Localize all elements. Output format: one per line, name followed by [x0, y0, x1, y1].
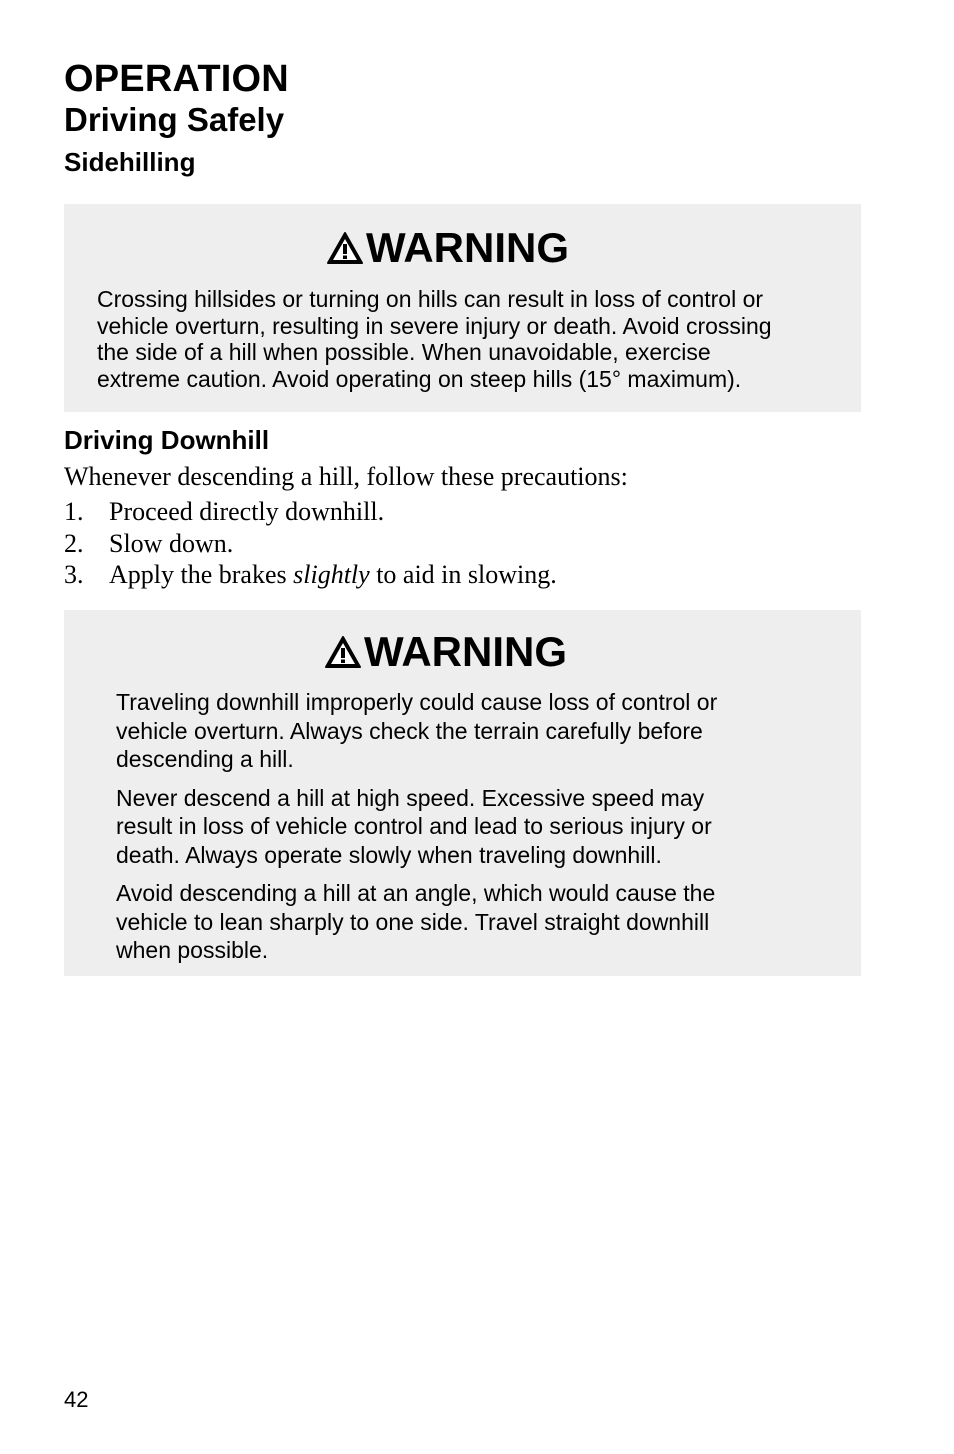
step-number: 3. — [64, 560, 84, 589]
warning-paragraph — [64, 688, 861, 774]
warning-line: vehicle overturn. Always check the terrain carefully before — [116, 717, 703, 744]
warning-line: extreme caution. Avoid operating on steep hills (15° maximum). — [97, 365, 742, 392]
sidehilling-heading: Sidehilling — [64, 147, 196, 177]
step-text: Proceed directly downhill. — [109, 497, 385, 526]
step-text: Slow down. — [109, 528, 234, 558]
step-number: 1. — [64, 497, 84, 526]
page-number: 42 — [64, 1387, 89, 1412]
list-item — [64, 528, 557, 560]
section-title: OPERATION — [64, 58, 289, 100]
warning-line: vehicle overturn, resulting in severe injury or death. Avoid crossing — [97, 312, 772, 339]
step-text — [109, 559, 557, 591]
warning-line: descending a hill. — [116, 746, 294, 772]
downhill-steps-list — [64, 496, 557, 591]
step-emphasis: slightly — [293, 560, 370, 589]
warning-heading — [30, 628, 861, 676]
warning-paragraph — [64, 879, 861, 965]
step-number: 2. — [64, 528, 84, 558]
step-text-after: to aid in slowing. — [369, 560, 557, 589]
warning-triangle-icon — [324, 635, 362, 669]
warning-triangle-icon — [326, 231, 364, 265]
subsection-title: Driving Safely — [64, 101, 285, 138]
warning-label: WARNING — [364, 628, 567, 675]
warning-line: death. Always operate slowly when traveling downhill. — [116, 841, 662, 868]
warning-heading — [34, 224, 861, 272]
warning-line: Traveling downhill improperly could cause loss of control or — [116, 689, 718, 715]
warning-line: Crossing hillsides or turning on hills can result in loss of control or — [97, 286, 764, 312]
step-text-before: Apply the brakes — [109, 560, 294, 589]
downhill-warning-box — [64, 610, 861, 976]
list-item — [64, 559, 557, 591]
warning-line: result in loss of vehicle control and lead to serious injury or — [116, 813, 712, 839]
warning-paragraph — [64, 784, 861, 870]
warning-line: the side of a hill when possible. When unavoidable, exercise — [97, 339, 711, 365]
list-item — [64, 496, 557, 528]
warning-line: Avoid descending a hill at an angle, which would cause the — [116, 880, 716, 906]
driving-downhill-heading: Driving Downhill — [64, 425, 270, 455]
warning-text — [64, 286, 861, 392]
warning-line: vehicle to lean sharply to one side. Travel straight downhill — [116, 908, 710, 935]
warning-line: Never descend a hill at high speed. Excessive speed may — [116, 784, 705, 811]
downhill-intro: Whenever descending a hill, follow these precautions: — [64, 462, 628, 491]
warning-line: when possible. — [116, 937, 269, 963]
sidehilling-warning-box — [64, 204, 861, 412]
warning-label: WARNING — [366, 224, 569, 271]
